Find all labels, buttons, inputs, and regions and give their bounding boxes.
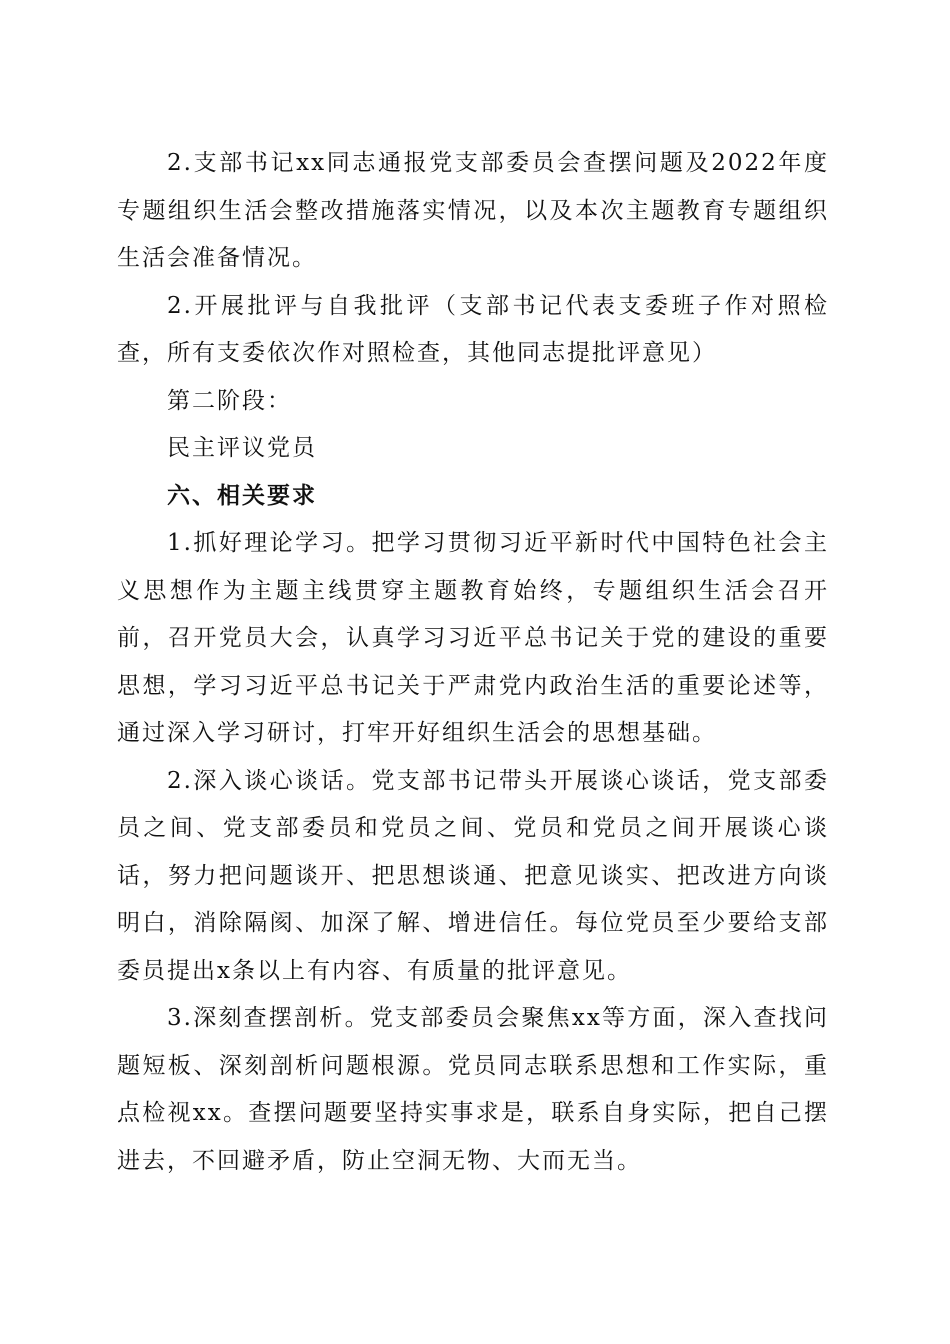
document-body	[117, 140, 829, 1185]
paragraph-report-item: 2.支部书记xx同志通报党支部委员会查摆问题及2022年度专题组织生活会整改措施落实情况，以及本次主题教育专题组织生活会准备情况。	[117, 150, 829, 271]
paragraph-requirement-1: 1.抓好理论学习。把学习贯彻习近平新时代中国特色社会主义思想作为主题主线贯穿主题教育始终，专题组织生活会召开前，召开党员大会，认真学习习近平总书记关于党的建设的重要思想，学习习近平总书记关于严肃党内政治生活的重要论述等，通过深入学习研讨，打牢开好组织生活会的思想基础。	[117, 530, 829, 746]
paragraph-requirement-2: 2.深入谈心谈话。党支部书记带头开展谈心谈话，党支部委员之间、党支部委员和党员之间、党员和党员之间开展谈心谈话，努力把问题谈开、把思想谈通、把意见谈实、把改进方向谈明白，消除隔阂、加深了解、增进信任。每位党员至少要给支部委员提出x条以上有内容、有质量的批评意见。	[117, 767, 829, 984]
paragraph-stage-two-label: 第二阶段：	[167, 387, 292, 414]
paragraph-criticism-item: 2.开展批评与自我批评（支部书记代表支委班子作对照检查，所有支委依次作对照检查，其他同志提批评意见）	[117, 292, 829, 366]
paragraph-stage-two-content: 民主评议党员	[167, 435, 317, 461]
paragraph-requirement-3: 3.深刻查摆剖析。党支部委员会聚焦xx等方面，深入查找问题短板、深刻剖析问题根源。党员同志联系思想和工作实际，重点检视xx。查摆问题要坚持实事求是，联系自身实际，把自己摆进去，不回避矛盾，防止空洞无物、大而无当。	[117, 1005, 829, 1174]
section-six-heading: 六、相关要求	[167, 482, 317, 509]
